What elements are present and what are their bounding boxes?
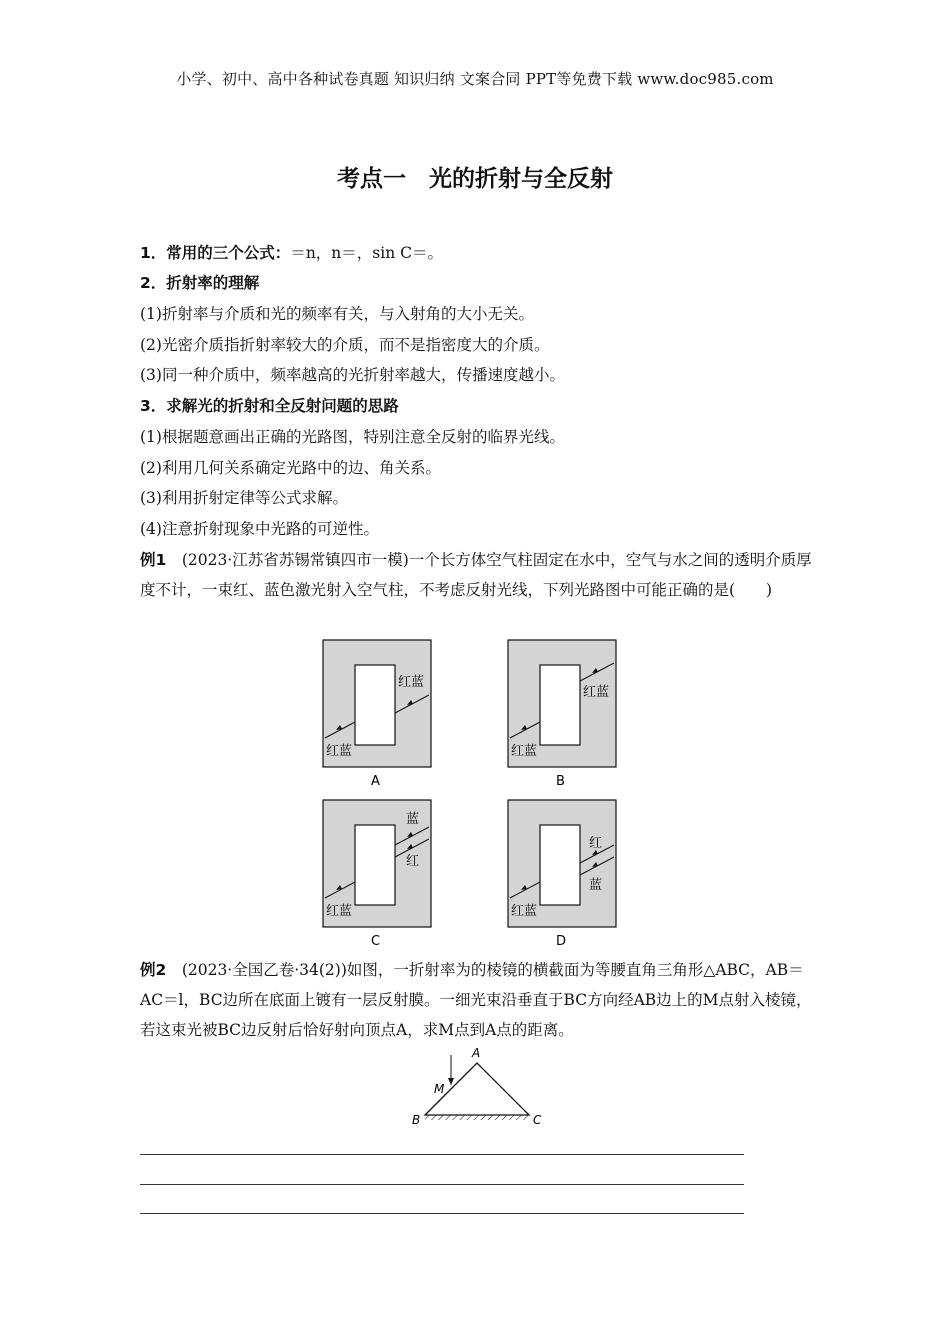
item-3-step-2: (2)利用几何关系确定光路中的边、角关系。 xyxy=(140,459,441,477)
item-3-number: 3． xyxy=(140,397,167,415)
option-b-letter: B xyxy=(556,774,565,789)
option-b-out-label: 红蓝 xyxy=(583,685,610,700)
air-column xyxy=(540,825,580,905)
page-header: 小学、初中、高中各种试卷真题 知识归纳 文案合同 PPT等免费下载 www.doc985.com xyxy=(176,70,774,88)
vertex-c-label: C xyxy=(533,1113,542,1127)
option-a-in-label: 红蓝 xyxy=(326,744,353,759)
option-b-diagram[interactable] xyxy=(508,640,616,789)
option-c-out-bottom: 红 xyxy=(406,854,420,869)
example-1-figure xyxy=(310,635,640,955)
item-3-label: 求解光的折射和全反射问题的思路 xyxy=(166,397,399,415)
option-c-diagram[interactable] xyxy=(323,800,431,949)
example-1-label: 例1 xyxy=(140,551,167,569)
example-1-source: (2023·江苏省苏锡常镇四市一模) xyxy=(181,551,409,569)
light-arrow xyxy=(448,1078,454,1085)
option-b-in-label: 红蓝 xyxy=(511,744,538,759)
section-title: 考点一 光的折射与全反射 xyxy=(337,166,613,192)
item-2-point-3: (3)同一种介质中，频率越高的光折射率越大，传播速度越小。 xyxy=(140,366,565,384)
vertex-b-label: B xyxy=(412,1113,421,1127)
example-2-source: (2023·全国乙卷·34(2)) xyxy=(181,961,347,979)
item-1-label: 常用的三个公式： xyxy=(166,244,291,262)
point-m-label: M xyxy=(434,1082,445,1096)
option-c-letter: C xyxy=(371,934,381,949)
option-d-out-top: 红 xyxy=(589,836,603,851)
example-2-text: 如图，一折射率为的棱镜的横截面为等腰直角三角形△ABC，AB＝AC＝l，BC边所在底面上镀有一层反射膜。一细光束沿垂直于BC方向经AB边上的M点射入棱镜，若这束光被BC边反射后恰好射向顶点A，求M点到A点的距离。 xyxy=(140,961,812,1039)
item-2 xyxy=(140,273,259,293)
air-column xyxy=(355,825,395,905)
item-1 xyxy=(140,243,443,263)
item-2-point-2: (2)光密介质指折射率较大的介质，而不是指密度大的介质。 xyxy=(140,336,550,354)
option-d-letter: D xyxy=(556,934,567,949)
option-a-out-label: 红蓝 xyxy=(398,675,425,690)
answer-line-1[interactable] xyxy=(140,1154,744,1155)
example-2 xyxy=(140,955,816,1045)
example-1-text: 一个长方体空气柱固定在水中，空气与水之间的透明介质厚度不计，一束红、蓝色激光射入空气柱，不考虑反射光线，下列光路图中可能正确的是( ) xyxy=(140,551,812,599)
option-c-out-top: 蓝 xyxy=(406,812,420,827)
item-3-step-4: (4)注意折射现象中光路的可逆性。 xyxy=(140,520,379,538)
example-2-label: 例2 xyxy=(140,961,167,979)
air-column xyxy=(540,665,580,745)
answer-line-3[interactable] xyxy=(140,1213,744,1214)
option-d-out-bottom: 蓝 xyxy=(589,878,603,893)
answer-line-2[interactable] xyxy=(140,1184,744,1185)
option-c-in-label: 红蓝 xyxy=(326,904,353,919)
item-3-step-1: (1)根据题意画出正确的光路图，特别注意全反射的临界光线。 xyxy=(140,428,565,446)
item-2-label: 折射率的理解 xyxy=(166,274,260,292)
vertex-a-label: A xyxy=(472,1046,481,1060)
option-d-diagram[interactable] xyxy=(508,800,616,949)
air-column xyxy=(355,665,395,745)
example-1 xyxy=(140,545,816,605)
item-1-number: 1． xyxy=(140,244,167,262)
item-2-number: 2． xyxy=(140,274,167,292)
option-a-diagram[interactable] xyxy=(323,640,431,789)
item-3 xyxy=(140,396,399,416)
option-d-in-label: 红蓝 xyxy=(511,904,538,919)
item-3-step-3: (3)利用折射定律等公式求解。 xyxy=(140,489,348,507)
reflective-film xyxy=(425,1115,529,1120)
option-a-letter: A xyxy=(371,774,380,789)
item-2-point-1: (1)折射率与介质和光的频率有关，与入射角的大小无关。 xyxy=(140,305,534,323)
example-2-figure xyxy=(400,1045,560,1130)
item-1-formula: ＝n，n＝，sin C＝。 xyxy=(290,244,443,262)
